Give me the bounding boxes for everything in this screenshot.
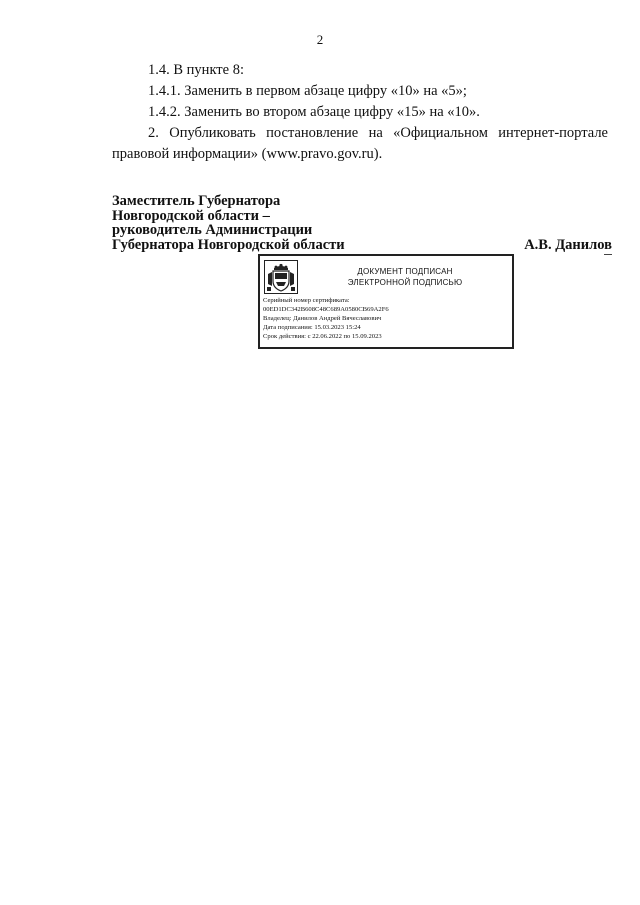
paragraph-1-4-1: 1.4.1. Заменить в первом абзаце цифру «10» на «5»;: [148, 83, 467, 99]
paragraph-1-4: 1.4. В пункте 8:: [148, 62, 244, 78]
signatory-position-line-2: Новгородской области –: [112, 207, 270, 224]
stamp-title: [302, 266, 508, 288]
signing-date: Дата подписания: 15.03.2023 15:24: [263, 324, 361, 331]
signer-name: А.В. Данилов: [524, 236, 612, 253]
paragraph-2: 2. Опубликовать постановление на «Официальном интернет-портале правовой информации» (www.pravo.gov.ru).: [112, 125, 608, 162]
signatory-position-line-3: руководитель Администрации: [112, 222, 313, 238]
signature-block: [112, 194, 612, 252]
certificate-details: [263, 296, 509, 341]
coat-of-arms-icon: [264, 260, 298, 294]
certificate-serial-label: Серийный номер сертификата:: [263, 297, 350, 304]
certificate-serial-number: 00ED1DC342B608C48C689A0580CB69A2F6: [263, 306, 389, 313]
certificate-validity: Срок действия: с 22.06.2022 по 15.09.2023: [263, 333, 382, 340]
page-number: 2: [316, 32, 324, 47]
certificate-owner: Владелец: Данилов Андрей Вячеславович: [263, 315, 382, 322]
signatory-position-line-4: Губернатора Новгородской области: [112, 236, 345, 253]
electronic-signature-stamp: [258, 254, 514, 349]
paragraph-1-4-2: 1.4.2. Заменить во втором абзаце цифру «15» на «10».: [148, 104, 480, 120]
stamp-title-line-1: ДОКУМЕНТ ПОДПИСАН: [357, 267, 453, 276]
margin-mark: [604, 254, 612, 255]
signatory-position-line-1: Заместитель Губернатора: [112, 193, 281, 209]
stamp-title-line-2: ЭЛЕКТРОННОЙ ПОДПИСЬЮ: [347, 278, 463, 287]
document-body: [112, 60, 608, 165]
